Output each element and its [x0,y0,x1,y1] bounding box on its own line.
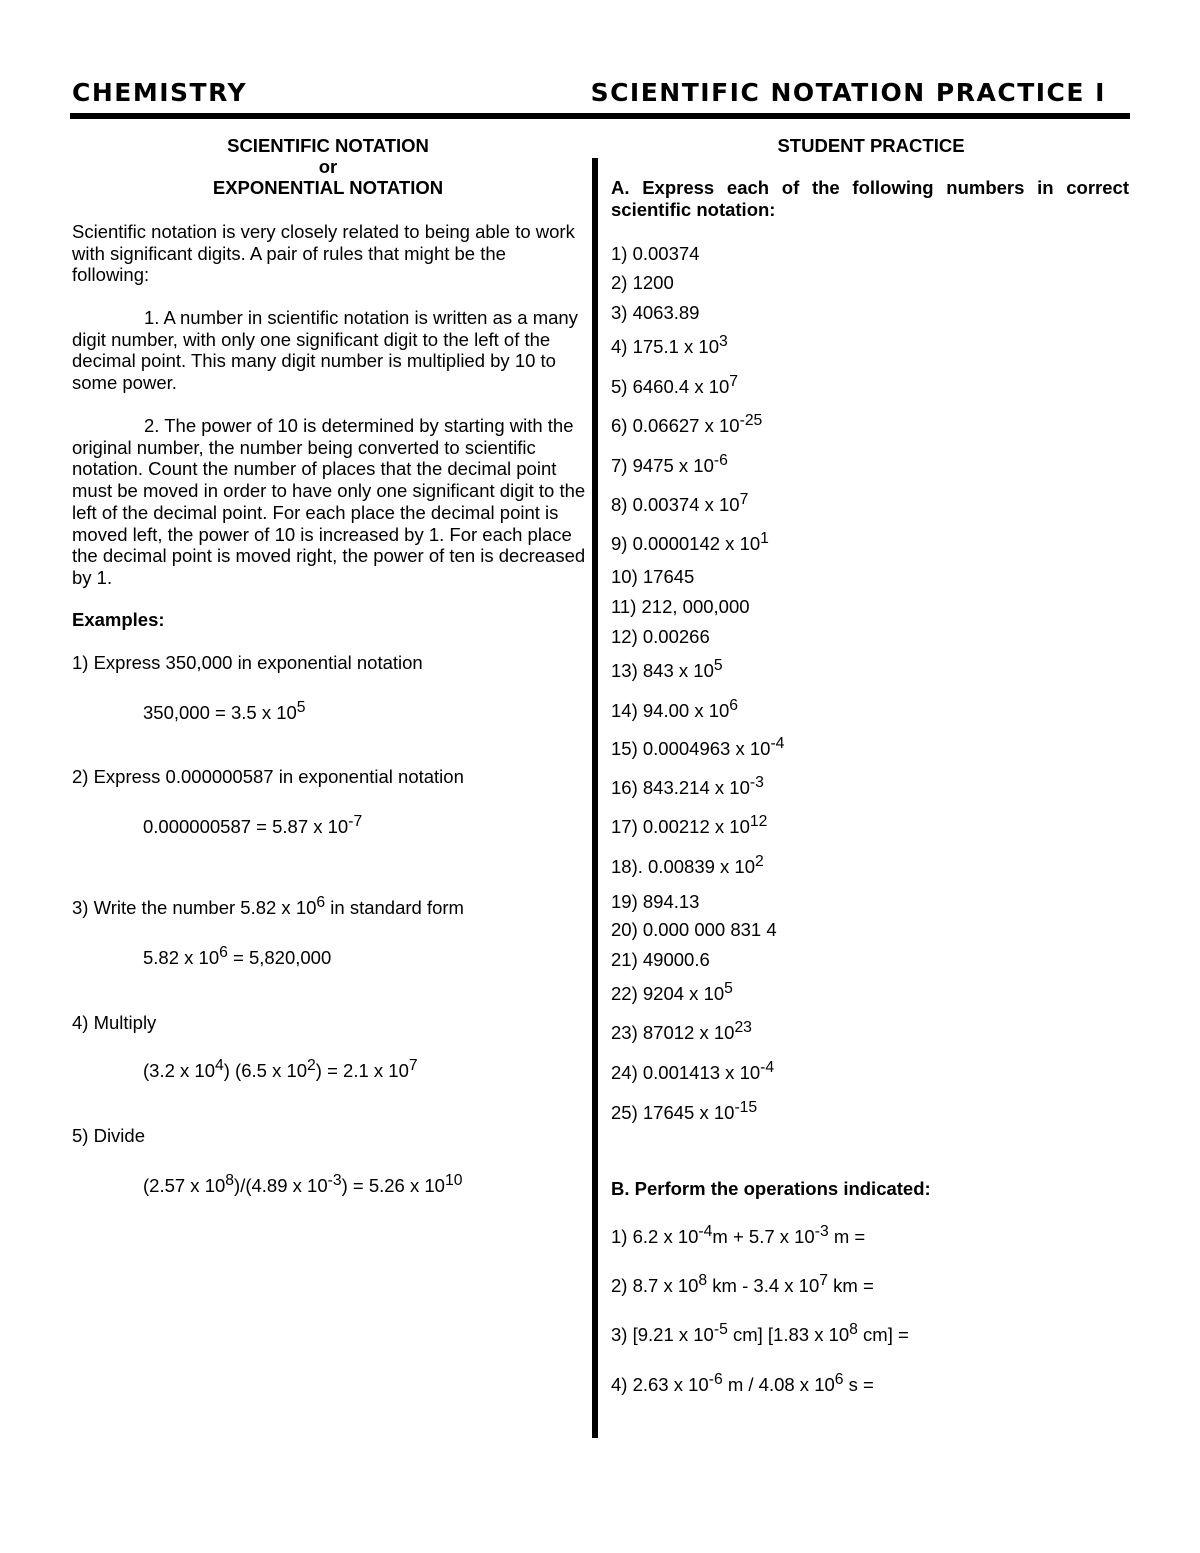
course-title: CHEMISTRY [72,78,248,107]
practice-item-22: 22) 9204 x $10^5$ [611,979,733,1004]
section-title-exponential: EXPONENTIAL NOTATION [212,177,444,198]
practice-item-7: 7) 9475 x $10^{-6}$ [611,451,728,476]
practice-item-6: 6) 0.06627 x $10^{-25}$ [611,411,763,436]
header-rule [70,113,1130,119]
example-3-answer: 5.82 x $10^6 = 5,820,000$ [143,943,332,968]
example-4-answer: (3.2 x $10^4$) (6.5 x $10^2) = 2.1$ x $10^7$ [143,1056,418,1081]
practice-item-20: 20) 0.000 000 831 4 [611,919,777,940]
section-title-or: or [318,156,338,177]
example-2-prompt: 2) Express 0.000000587 in exponential notation [72,766,464,787]
practice-item-14: 14) 94.00 x $10^6$ [611,696,739,721]
examples-heading: Examples: [72,609,165,630]
practice-item-9: 9) 0.0000142 x $10^1$ [611,529,769,554]
section-b-item-4: 4) 2.63 x $10^{-6}$ m / 4.08 x $10^6$ s = [611,1370,874,1395]
rule-one-paragraph: 1. A number in scientific notation is written as a many digit number, with only one significant digit to the left of the decimal point. This many digit number is multiplied by 10 to some power. [72,307,578,394]
practice-item-3: 3) 4063.89 [611,302,700,323]
practice-item-8: 8) 0.00374 x $10^7$ [611,490,749,515]
section-b-item-3: 3) [9.21 x $10^{-5}$ cm] [1.83 x $10^8$ cm] = [611,1320,909,1345]
column-divider [592,158,598,1438]
practice-item-24: 24) 0.001413 x $10^{-4}$ [611,1058,775,1083]
example-1-prompt: 1) Express 350,000 in exponential notation [72,652,423,673]
practice-item-13: 13) 843 x $10^5$ [611,656,723,681]
section-b-item-1: 1) 6.2 x $10^{-4}m + 5.7$ x $10^{-3}$ m = [611,1222,866,1247]
practice-item-12: 12) 0.00266 [611,626,710,647]
practice-item-21: 21) 49000.6 [611,949,710,970]
section-b-heading: B. Perform the operations indicated: [611,1178,931,1199]
practice-item-4: 4) 175.1 x $10^3$ [611,332,728,357]
practice-item-25: 25) 17645 x $10^{-15}$ [611,1098,758,1123]
rule-two-paragraph: 2. The power of 10 is determined by starting with the original number, the number being converted to scientific notation. Count the number of places that the decimal point must be moved in order to have only one significant digit to the left of the decimal point. For each place the decimal point is moved left, the power of 10 is increased by 1. For each place the decimal point is moved right, the power of ten is decreased by 1. [72,415,586,588]
practice-item-16: 16) 843.214 x $10^{-3}$ [611,773,764,798]
section-a-heading-cont: scientific notation: [611,199,776,220]
section-a-heading: A. Express each of the following numbers in correct [611,177,1129,198]
example-2-answer: 0.000000587 = 5.87 x $10^{-7}$ [143,812,363,837]
practice-item-5: 5) 6460.4 x $10^7$ [611,372,739,397]
practice-item-18: 18). 0.00839 x $10^2$ [611,852,764,877]
practice-item-17: 17) 0.00212 x $10^{12}$ [611,812,768,837]
example-3-prompt: 3) Write the number 5.82 x $10^6$ in standard form [72,893,464,918]
worksheet-title: SCIENTIFIC NOTATION PRACTICE I [590,78,1106,107]
intro-paragraph: Scientific notation is very closely related to being able to work with significant digits. A pair of rules that might be the following: [72,221,575,286]
example-5-answer: (2.57 x $10^8)/(4.89$ x $10^{-3}) = 5.26$ x $10^{10}$ [143,1171,463,1196]
practice-item-23: 23) 87012 x $10^{23}$ [611,1018,752,1043]
student-practice-title: STUDENT PRACTICE [777,135,965,156]
practice-item-2: 2) 1200 [611,272,674,293]
practice-item-1: 1) 0.00374 [611,243,700,264]
practice-item-19: 19) 894.13 [611,891,700,912]
example-5-prompt: 5) Divide [72,1125,145,1146]
example-1-answer: 350,000 = 3.5 x $10^5$ [143,698,306,723]
practice-item-15: 15) 0.0004963 x $10^{-4}$ [611,734,785,759]
practice-item-10: 10) 17645 [611,566,695,587]
practice-item-11: 11) 212, 000,000 [611,596,750,617]
section-title-scientific: SCIENTIFIC NOTATION [227,135,429,156]
example-4-prompt: 4) Multiply [72,1012,157,1033]
section-b-item-2: 2) 8.7 x $10^8$ km - 3.4 x $10^7$ km = [611,1271,874,1296]
